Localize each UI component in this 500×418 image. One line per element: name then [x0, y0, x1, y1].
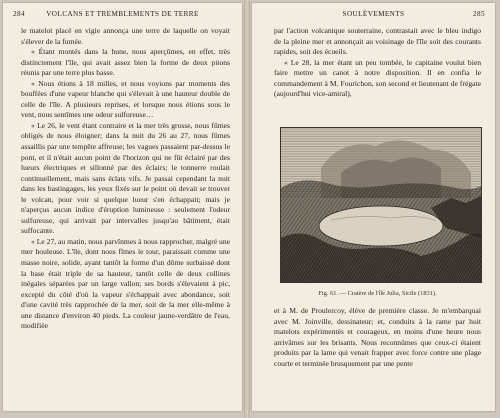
right-running-header [262, 10, 485, 20]
left-page [3, 3, 242, 411]
paragraph: « Le 27, au matin, nous parvînmes à nous rapprocher, malgré une mer houleuse. L'île, dont nous fîmes le tour, paraissait comme une masse noire, solide, ayant tantôt la forme d'un dôme surbaissé dont la base était triple de sa hauteur, tantôt celle de deux collines inégales séparées par un large vallon; ses bords s'élevaient à pic, excepté du côté d'où la vapeur s'échappait avec abondance, soit d'une cavité très rapprochée de la mer, soit de la mer elle-même à une distance d'environ 40 pieds. La couleur jaune-verdâtre de l'eau, modifiée [21, 236, 230, 331]
figure-caption: Fig. 61. — Cratère de l'île Julia, Sicile (1831). [318, 290, 437, 297]
paragraph: le matelot placé en vigie annonça une terre de laquelle on voyait s'élever de la fumée. [21, 26, 230, 46]
right-body-text-bottom [274, 306, 481, 369]
right-running-title: SOULÈVEMENTS [342, 10, 405, 18]
paragraph: par l'action volcanique souterraine, contrastait avec le bleu indigo de la pleine mer et annonçait au voisinage de l'île soit des courants rapides, soit des écueils. [274, 26, 481, 57]
book-gutter [244, 0, 250, 418]
left-body-text [21, 26, 230, 332]
paragraph: « Le 28, la mer étant un peu tombée, le capitaine voulut bien faire mettre un canot à notre disposition. Il en confia le commandement à M. Fourichon, son second et lieutenant de frégate (aujourd'hui vice-amiral), [274, 57, 481, 99]
left-running-title: VOLCANS ET TREMBLEMENTS DE TERRE [46, 10, 199, 18]
right-page-number: 285 [473, 10, 485, 18]
paragraph: « Étant montés dans la hune, nous aperçûmes, en effet, très distinctement l'île, qui avait assez bien la forme de deux pitons réunis par une terre plus basse. [21, 47, 230, 78]
left-running-header [13, 10, 232, 20]
paragraph: « Nous étions à 18 milles, et nous voyions par moments des bouffées d'une vapeur blanche qui s'élevait à une hauteur double de celle de l'île. A plusieurs reprises, et lorsque nous étions sous le vent, nous sentîmes une odeur sulfureuse… [21, 78, 230, 120]
paragraph: et à M. de Proulercoy, élève de première classe. Je m'embarquai avec M. Joinville, dessinateur; et, conduits à la rame par huit matelots expérimentés et courageux, en moins d'une heure nous arrivâmes sur les brisants. Nous reconnûmes que ceux-ci étaient produits par la lame qui venait frapper avec force contre une plage courte et terminée brusquement par une pente [274, 306, 481, 368]
left-page-number: 284 [13, 10, 25, 18]
right-body-text-top [274, 26, 481, 100]
paragraph: « Le 26, le vent étant contraire et la mer très grosse, nous fûmes obligés de nous éloigner; dans la nuit du 26 au 27, nous fûmes assaillis par une tempête affreuse; les vagues passaient par-dessus le pont, et il n'était aucun point de l'horizon qui ne fût éclairé par des lueurs électriques et sillonné par des éclairs; le tonnerre roulait continuellement, mais sans éclats vifs. Je passai cependant la nuit dans les bastingages, les yeux fixés sur le point où devait se trouver le volcan, pour voir si quelque lueur s'en échappait; mais je n'aperçus aucun indice d'éruption lumineuse : seulement l'odeur sulfureuse, qui arrivait par intervalles jusqu'au bâtiment, était suffocante. [21, 120, 230, 236]
crater-engraving [280, 127, 482, 283]
right-page [252, 3, 495, 411]
